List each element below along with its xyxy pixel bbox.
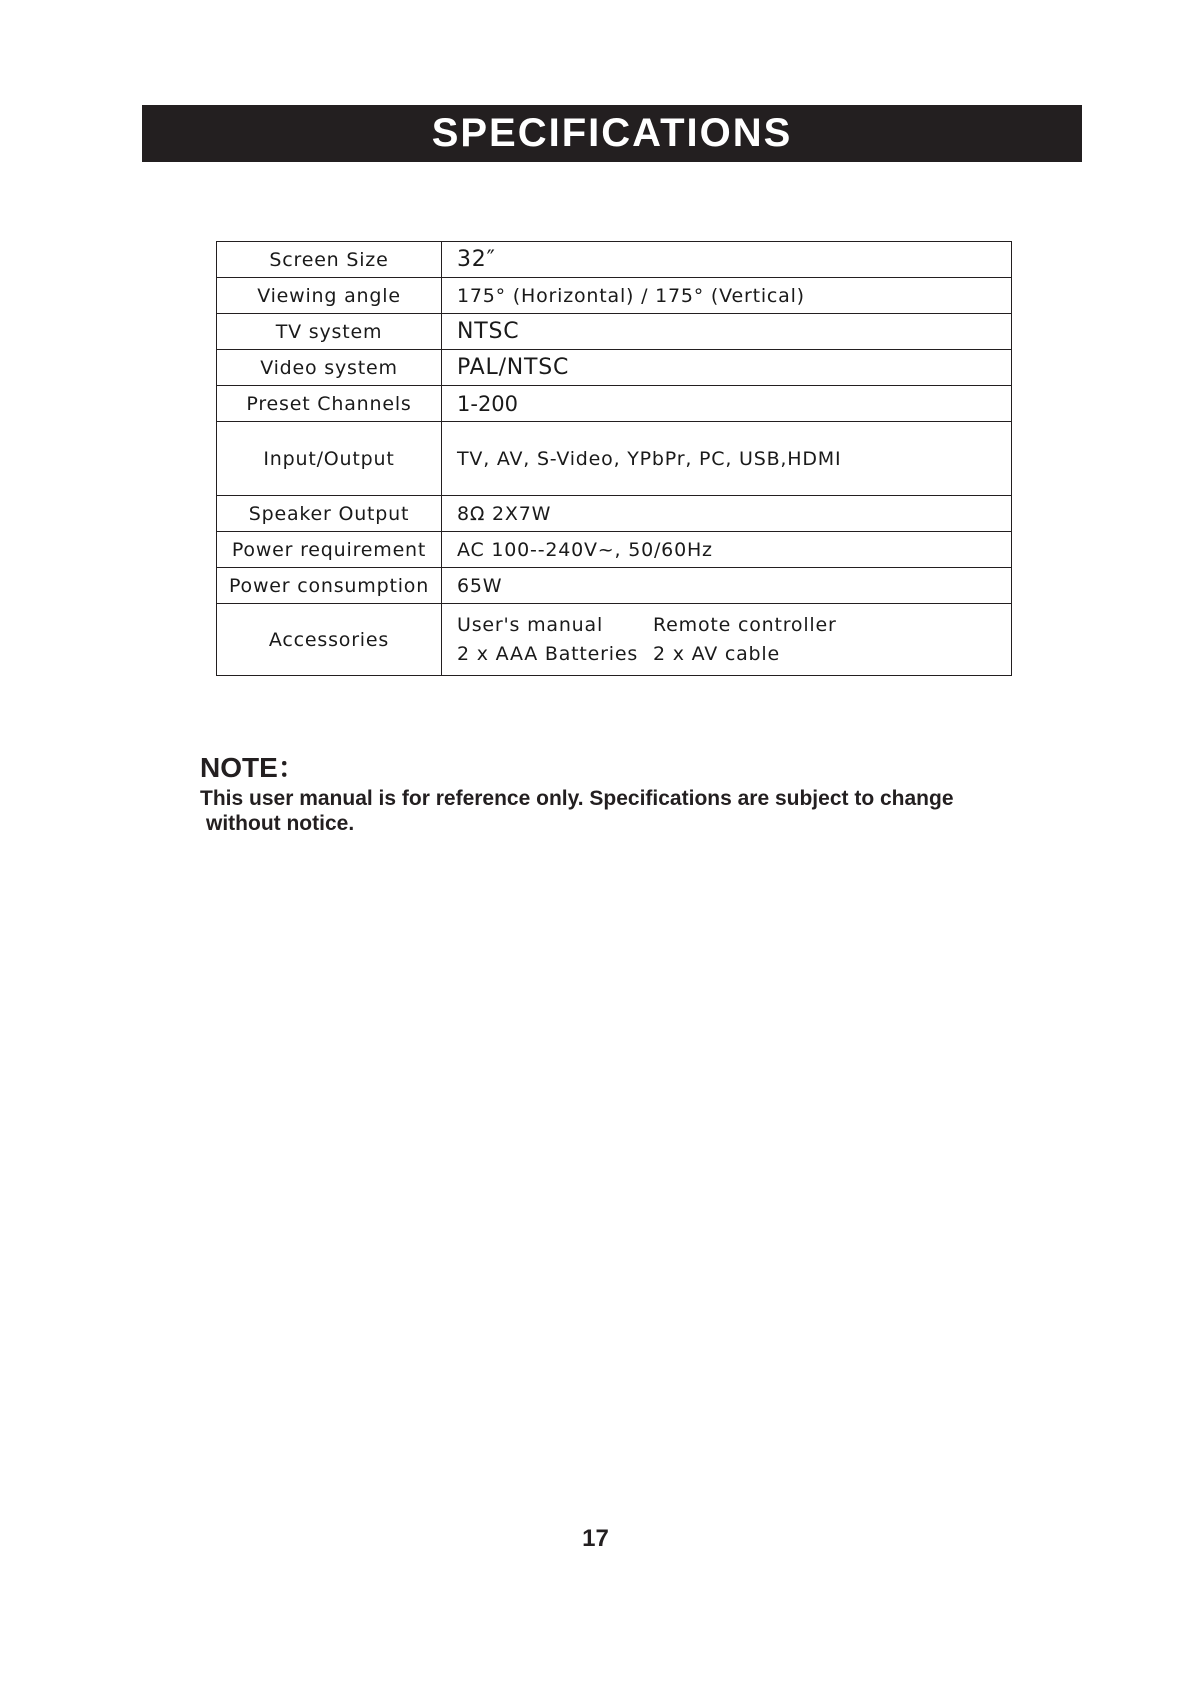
spec-value: 1-200 — [442, 386, 1012, 422]
spec-label: Viewing angle — [217, 278, 442, 314]
spec-value: 65W — [442, 568, 1012, 604]
table-row — [217, 242, 1012, 278]
page-title: SPECIFICATIONS — [431, 111, 793, 155]
spec-value: PAL/NTSC — [442, 350, 1012, 386]
spec-value: TV, AV, S-Video, YPbPr, PC, USB,HDMI — [442, 422, 1012, 496]
table-row — [217, 568, 1012, 604]
spec-label: TV system — [217, 314, 442, 350]
table-row — [217, 386, 1012, 422]
table-row — [217, 278, 1012, 314]
table-row — [217, 422, 1012, 496]
spec-label: Power consumption — [217, 568, 442, 604]
spec-value: 32″ — [442, 242, 1012, 278]
accessory-item: User's manual — [457, 613, 604, 636]
specifications-table — [216, 241, 1012, 676]
spec-value: 175° (Horizontal) / 175° (Vertical) — [442, 278, 1012, 314]
spec-label: Preset Channels — [217, 386, 442, 422]
spec-label: Screen Size — [217, 242, 442, 278]
table-row — [217, 496, 1012, 532]
section-header-bar — [142, 105, 1082, 162]
spec-value: 8Ω 2X7W — [442, 496, 1012, 532]
table-row — [217, 350, 1012, 386]
accessories-line — [457, 640, 1011, 669]
accessory-item: Remote controller — [653, 613, 837, 636]
spec-label: Video system — [217, 350, 442, 386]
table-row — [217, 604, 1012, 676]
note-block — [200, 752, 1060, 836]
spec-value: NTSC — [442, 314, 1012, 350]
spec-value: AC 100--240V~, 50/60Hz — [442, 532, 1012, 568]
spec-label: Power requirement — [217, 532, 442, 568]
table-row — [217, 314, 1012, 350]
note-text — [200, 786, 1060, 836]
note-title: NOTE： — [200, 752, 306, 783]
spec-label: Speaker Output — [217, 496, 442, 532]
note-line: without notice. — [206, 812, 355, 835]
spec-label: Accessories — [217, 604, 442, 676]
accessory-item: 2 x AAA Batteries — [457, 642, 639, 665]
note-line: This user manual is for reference only. Specifications are subject to change — [200, 787, 954, 810]
page-number: 17 — [582, 1525, 609, 1552]
spec-label: Input/Output — [217, 422, 442, 496]
accessories-line — [457, 611, 1011, 640]
table-row — [217, 532, 1012, 568]
accessories-list — [442, 604, 1012, 676]
accessory-item: 2 x AV cable — [653, 642, 780, 665]
